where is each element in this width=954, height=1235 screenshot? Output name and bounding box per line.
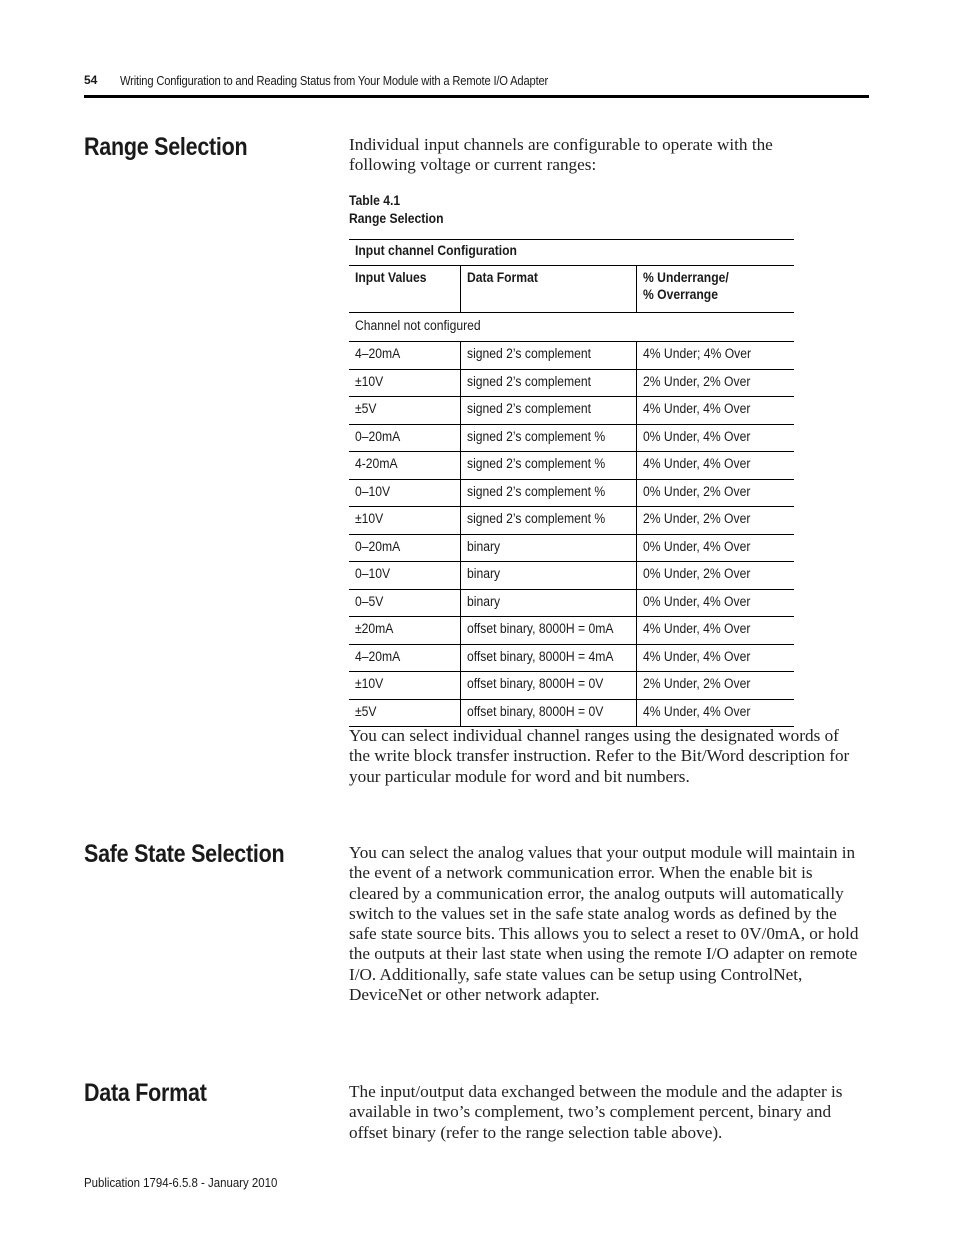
cell-under-over-range: 4% Under, 4% Over	[636, 699, 794, 727]
range-selection-table	[349, 239, 794, 727]
table-row	[349, 562, 794, 590]
cell-input-value: 4-20mA	[349, 452, 461, 480]
table-row	[349, 452, 794, 480]
cell-input-value: ±5V	[349, 397, 461, 425]
cell-input-value: ±10V	[349, 672, 461, 700]
cell-input-value: ±10V	[349, 369, 461, 397]
range-selection-intro: Individual input channels are configurable to operate with the following voltage or current ranges:	[349, 135, 773, 175]
cell-under-over-range: 2% Under, 2% Over	[636, 369, 794, 397]
table-row	[349, 397, 794, 425]
table-row	[349, 342, 794, 370]
cell-data-format: signed 2’s complement %	[461, 507, 637, 535]
cell-input-value: 0–20mA	[349, 534, 461, 562]
table-number: Table 4.1	[349, 193, 401, 208]
cell-input-value: ±10V	[349, 507, 461, 535]
header-rule	[84, 95, 869, 98]
cell-input-value: 0–10V	[349, 562, 461, 590]
cell-data-format: binary	[461, 562, 637, 590]
safe-state-body: You can select the analog values that your output module will maintain in the event of a network communication error. When the enable bit is cleared by a communication error, the analog outputs will automatically switch to the values set in the safe state analog words as defined by the safe state source bits. This allows you to select a reset to 0V/0mA, or hold the outputs at their last state when using the remote I/O adapter on remote I/O. Additionally, safe state values can be setup using ControlNet, DeviceNet or other network adapter.	[349, 843, 859, 1005]
cell-data-format: offset binary, 8000H = 0mA	[461, 617, 637, 645]
cell-data-format: signed 2’s complement %	[461, 424, 637, 452]
cell-under-over-range: 0% Under, 2% Over	[636, 562, 794, 590]
table-row	[349, 644, 794, 672]
cell-data-format: signed 2’s complement	[461, 342, 637, 370]
cell-data-format: binary	[461, 534, 637, 562]
table-row	[349, 507, 794, 535]
publication-footer: Publication 1794-6.5.8 - January 2010	[84, 1175, 278, 1190]
running-title: Writing Configuration to and Reading Status from Your Module with a Remote I/O Adapter	[120, 73, 549, 88]
cell-under-over-range: 4% Under; 4% Over	[636, 342, 794, 370]
data-format-heading: Data Format	[84, 1079, 207, 1107]
page-number: 54	[84, 73, 98, 87]
table-group-header: Input channel Configuration	[349, 240, 794, 266]
cell-under-over-range: 0% Under, 2% Over	[636, 479, 794, 507]
range-selection-heading: Range Selection	[84, 133, 248, 161]
cell-data-format: signed 2’s complement %	[461, 479, 637, 507]
cell-data-format: binary	[461, 589, 637, 617]
cell-data-format: signed 2’s complement %	[461, 452, 637, 480]
range-selection-after: You can select individual channel ranges using the designated words of the write block transfer instruction. Refer to the Bit/Word description for your particular module for word and bit numbers.	[349, 726, 850, 786]
safe-state-heading: Safe State Selection	[84, 840, 285, 868]
cell-under-over-range: 2% Under, 2% Over	[636, 672, 794, 700]
cell-data-format: signed 2’s complement	[461, 397, 637, 425]
cell-data-format: offset binary, 8000H = 0V	[461, 672, 637, 700]
channel-not-configured-row: Channel not configured	[349, 313, 794, 342]
cell-input-value: ±20mA	[349, 617, 461, 645]
col-under-over-range: % Underrange/ % Overrange	[636, 266, 794, 313]
cell-data-format: offset binary, 8000H = 4mA	[461, 644, 637, 672]
cell-data-format: offset binary, 8000H = 0V	[461, 699, 637, 727]
cell-input-value: ±5V	[349, 699, 461, 727]
cell-under-over-range: 4% Under, 4% Over	[636, 644, 794, 672]
table-row	[349, 672, 794, 700]
table-row	[349, 699, 794, 727]
cell-input-value: 0–10V	[349, 479, 461, 507]
table-title: Range Selection	[349, 211, 444, 226]
table-row	[349, 589, 794, 617]
cell-input-value: 4–20mA	[349, 644, 461, 672]
table-row	[349, 479, 794, 507]
cell-under-over-range: 0% Under, 4% Over	[636, 424, 794, 452]
data-format-body: The input/output data exchanged between the module and the adapter is available in two’s complement, two’s complement percent, binary and offset binary (refer to the range selection table above).	[349, 1082, 843, 1142]
table-row	[349, 534, 794, 562]
cell-input-value: 4–20mA	[349, 342, 461, 370]
cell-input-value: 0–20mA	[349, 424, 461, 452]
cell-under-over-range: 0% Under, 4% Over	[636, 534, 794, 562]
cell-under-over-range: 4% Under, 4% Over	[636, 397, 794, 425]
table-row	[349, 369, 794, 397]
cell-under-over-range: 4% Under, 4% Over	[636, 617, 794, 645]
cell-data-format: signed 2’s complement	[461, 369, 637, 397]
col-input-values: Input Values	[349, 266, 461, 313]
table-row	[349, 617, 794, 645]
cell-under-over-range: 4% Under, 4% Over	[636, 452, 794, 480]
cell-under-over-range: 2% Under, 2% Over	[636, 507, 794, 535]
cell-under-over-range: 0% Under, 4% Over	[636, 589, 794, 617]
col-data-format: Data Format	[461, 266, 637, 313]
cell-input-value: 0–5V	[349, 589, 461, 617]
table-row	[349, 424, 794, 452]
